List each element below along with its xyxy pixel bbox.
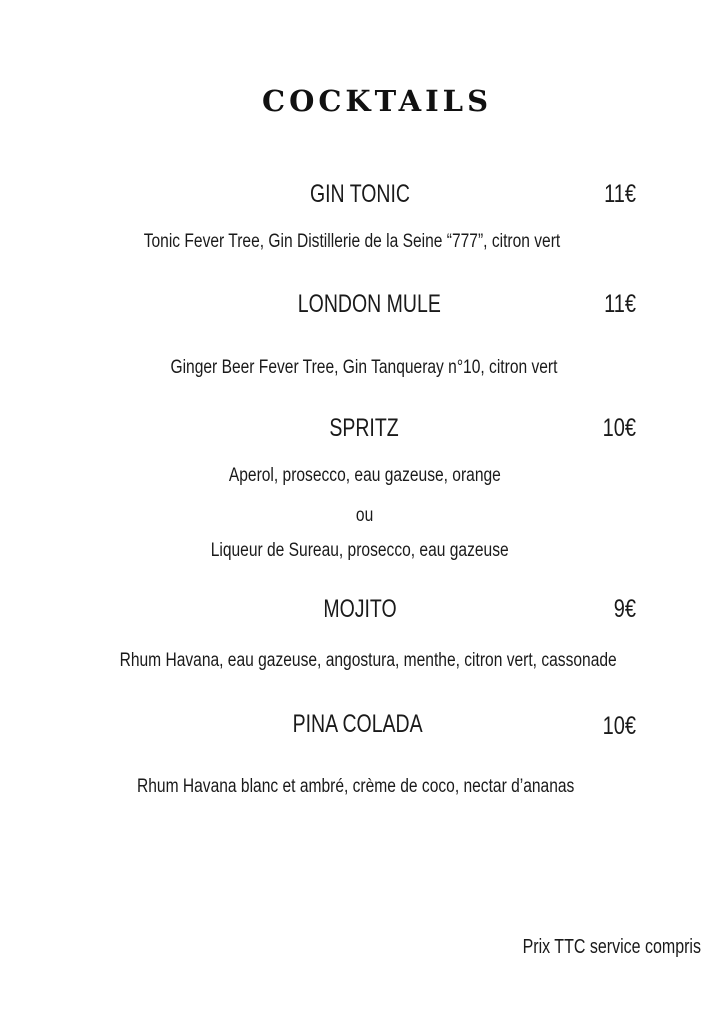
item-name-gin-tonic: GIN TONIC [309, 180, 411, 208]
item-price-mojito: 9€ [613, 595, 636, 623]
menu-title: COCKTAILS [261, 84, 493, 118]
item-price-pina-colada: 10€ [602, 712, 636, 740]
item-name-pina-colada: PINA COLADA [292, 710, 423, 738]
item-description-spritz-line1: Aperol, prosecco, eau gazeuse, orange [229, 465, 501, 486]
item-price-london-mule: 11€ [604, 290, 636, 318]
item-description-spritz-or: ou [356, 505, 374, 526]
item-name-mojito: MOJITO [323, 595, 397, 623]
item-description-mojito: Rhum Havana, eau gazeuse, angostura, menthe, citron vert, cassonade [119, 650, 617, 671]
item-description-london-mule: Ginger Beer Fever Tree, Gin Tanqueray n°10, citron vert [170, 357, 558, 378]
item-price-spritz: 10€ [602, 414, 636, 442]
item-description-pina-colada: Rhum Havana blanc et ambré, crème de coco, nectar d’ananas [137, 776, 575, 797]
item-price-gin-tonic: 11€ [604, 180, 636, 208]
item-description-spritz-line2: Liqueur de Sureau, prosecco, eau gazeuse [211, 540, 509, 561]
item-name-spritz: SPRITZ [329, 414, 399, 442]
item-description-gin-tonic: Tonic Fever Tree, Gin Distillerie de la Seine “777”, citron vert [143, 231, 561, 252]
item-name-london-mule: LONDON MULE [297, 290, 441, 318]
footer-note: Prix TTC service compris [522, 936, 701, 958]
